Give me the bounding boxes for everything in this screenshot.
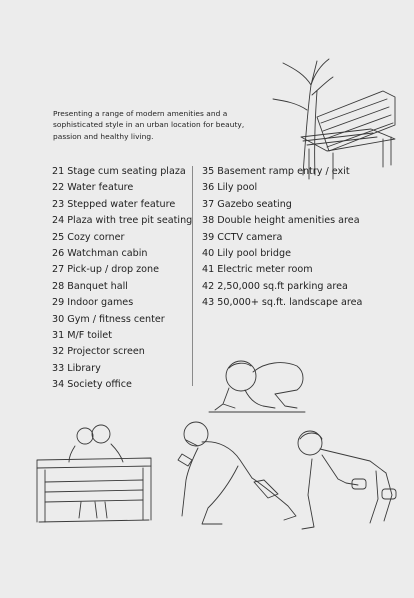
- amenity-item: 25 Cozy corner: [52, 231, 125, 243]
- amenity-item: 31 M/F toilet: [52, 330, 112, 342]
- amenity-item: 26 Watchman cabin: [52, 248, 148, 260]
- amenity-item: 39 CCTV camera: [202, 231, 283, 243]
- amenity-item: 37 Gazebo seating: [202, 198, 292, 210]
- amenity-item: 30 Gym / fitness center: [52, 313, 165, 325]
- amenity-item: 41 Electric meter room: [202, 264, 313, 276]
- amenity-item: 28 Banquet hall: [52, 280, 128, 292]
- amenity-item: 36 Lily pool: [202, 182, 258, 194]
- amenity-item: 33 Library: [52, 362, 101, 374]
- amenity-item: 42 2,50,000 sq.ft parking area: [202, 280, 348, 292]
- amenity-item: 24 Plaza with tree pit seating: [52, 215, 193, 227]
- weightlifting-illustration: [292, 425, 402, 535]
- amenity-item: 32 Projector screen: [52, 346, 145, 358]
- amenity-item: 21 Stage cum seating plaza: [52, 166, 186, 177]
- cricket-player-illustration: [168, 420, 303, 530]
- couple-bench-illustration: [35, 422, 155, 532]
- intro-text: Presenting a range of modern amenities and a sophisticated style in an urban location for beauty, passion and healthy living.: [53, 109, 245, 141]
- amenities-list-left: [52, 164, 192, 394]
- amenity-item: 27 Pick-up / drop zone: [52, 264, 160, 276]
- amenity-item: 22 Water feature: [52, 182, 134, 194]
- amenity-item: 40 Lily pool bridge: [202, 248, 291, 260]
- crawling-baby-illustration: [205, 350, 310, 420]
- amenity-item: 34 Society office: [52, 379, 132, 391]
- amenity-item: 23 Stepped water feature: [52, 198, 176, 210]
- amenity-item: 35 Basement ramp entry / exit: [202, 166, 350, 177]
- tree-bench-illustration: [255, 55, 405, 180]
- amenity-item: 38 Double height amenities area: [202, 215, 360, 227]
- amenity-item: 29 Indoor games: [52, 297, 134, 309]
- amenity-item: 43 50,000+ sq.ft. landscape area: [202, 297, 363, 309]
- column-divider: [192, 166, 193, 386]
- amenities-list-right: [202, 164, 362, 312]
